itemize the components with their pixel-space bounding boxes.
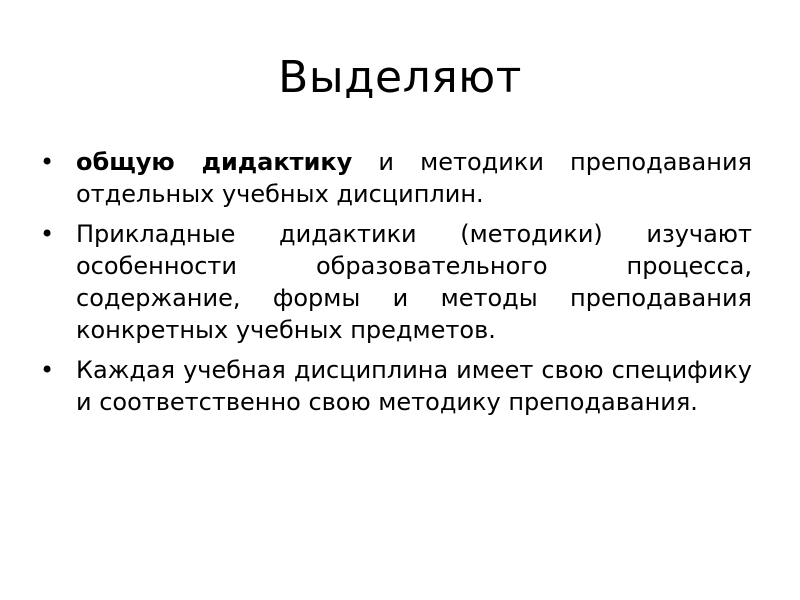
bullet-marker: • [40, 220, 55, 248]
bullet-item-3 [40, 354, 752, 418]
bullet-marker: • [40, 148, 55, 176]
bullet-list [40, 146, 752, 426]
slide-title: Выделяют [278, 52, 522, 103]
bullet-item-1 [40, 146, 752, 210]
bullet-item-2 [40, 218, 752, 346]
bullet-1-text: и методики преподавания отдельных учебных дисциплин. [76, 148, 752, 208]
bullet-1-bold-text: общую дидактику [76, 148, 353, 176]
bullet-3-text: Каждая учебная дисциплина имеет свою специфику и соответственно свою методику преподавания. [76, 356, 752, 416]
bullet-2-text: Прикладные дидактики (методики) изучают особенности образовательного процесса, содержание, формы и методы преподавания конкретных учебных предметов. [76, 220, 752, 344]
bullet-marker: • [40, 356, 55, 384]
